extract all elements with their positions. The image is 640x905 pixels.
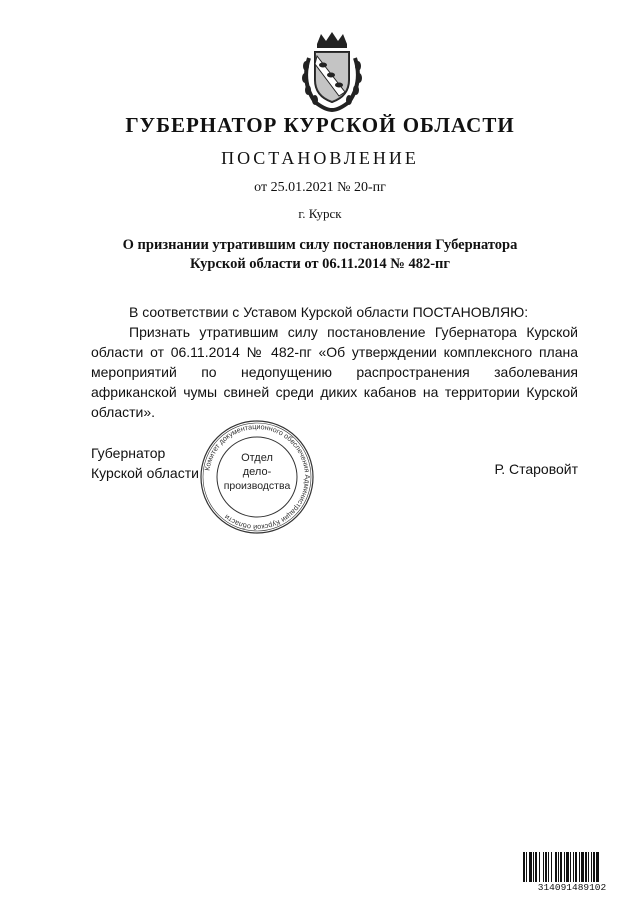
decree-subject: [0, 236, 640, 274]
barcode-bar: [539, 852, 540, 882]
barcode-bar: [523, 852, 525, 882]
barcode-number: 314091489102: [522, 882, 622, 893]
document-type: ПОСТАНОВЛЕНИЕ: [221, 148, 419, 168]
stamp-line-3: производства: [223, 480, 291, 492]
barcode-bar: [558, 852, 559, 882]
barcode-bar: [588, 852, 589, 882]
barcode-bar: [548, 852, 549, 882]
barcode-bar: [596, 852, 599, 882]
barcode-bar: [560, 852, 562, 882]
coat-of-arms-emblem: [299, 30, 365, 112]
barcode-bar: [570, 852, 571, 882]
signatory-title-line-2: Курской области: [91, 465, 199, 481]
stamp-ring-text: Комитет документационного обеспечения Администрации Курской области: [202, 421, 313, 533]
barcode-bar: [575, 852, 577, 882]
signatory-title: [91, 443, 199, 483]
barcode-bar: [526, 852, 527, 882]
barcode-bar: [555, 852, 557, 882]
decree-body: [91, 302, 578, 422]
body-paragraph-resolution: Признать утратившим силу постановление Губернатора Курской области от 06.11.2014 № 482-пг «Об утверждении комплексного плана мероприятий по недопущению распространения заболевания африканской чумы свиней среди диких кабанов на территории Курской области».: [91, 324, 578, 420]
authority-heading: ГУБЕРНАТОР КУРСКОЙ ОБЛАСТИ: [125, 113, 515, 137]
barcode-bar: [551, 852, 552, 882]
stamp-line-1: Отдел: [241, 452, 273, 464]
barcode-bar: [573, 852, 574, 882]
body-paragraph-basis: В соответствии с Уставом Курской области ПОСТАНОВЛЯЮ:: [129, 304, 529, 320]
barcode-bar: [579, 852, 580, 882]
date-and-number: от 25.01.2021 № 20-пг: [254, 180, 386, 195]
signatory-title-line-1: Губернатор: [91, 445, 166, 461]
subject-line-1: О признании утратившим силу постановления Губернатора: [122, 237, 518, 253]
city-line: г. Курск: [298, 206, 342, 221]
signatory-name: Р. Старовойт: [494, 461, 578, 477]
barcode-bar: [591, 852, 592, 882]
stamp-line-2: дело-: [242, 466, 272, 478]
barcode-bar: [535, 852, 537, 882]
subject-line-2: Курской области от 06.11.2014 № 482-пг: [190, 256, 450, 272]
barcode-bar: [543, 852, 544, 882]
barcode-bar: [529, 852, 532, 882]
barcode-bar: [545, 852, 547, 882]
office-stamp: [195, 418, 319, 536]
barcode-bar: [593, 852, 595, 882]
barcode-bar: [585, 852, 587, 882]
barcode-bar: [581, 852, 584, 882]
barcode-bar: [564, 852, 565, 882]
barcode-bar: [533, 852, 534, 882]
barcode-bar: [566, 852, 569, 882]
